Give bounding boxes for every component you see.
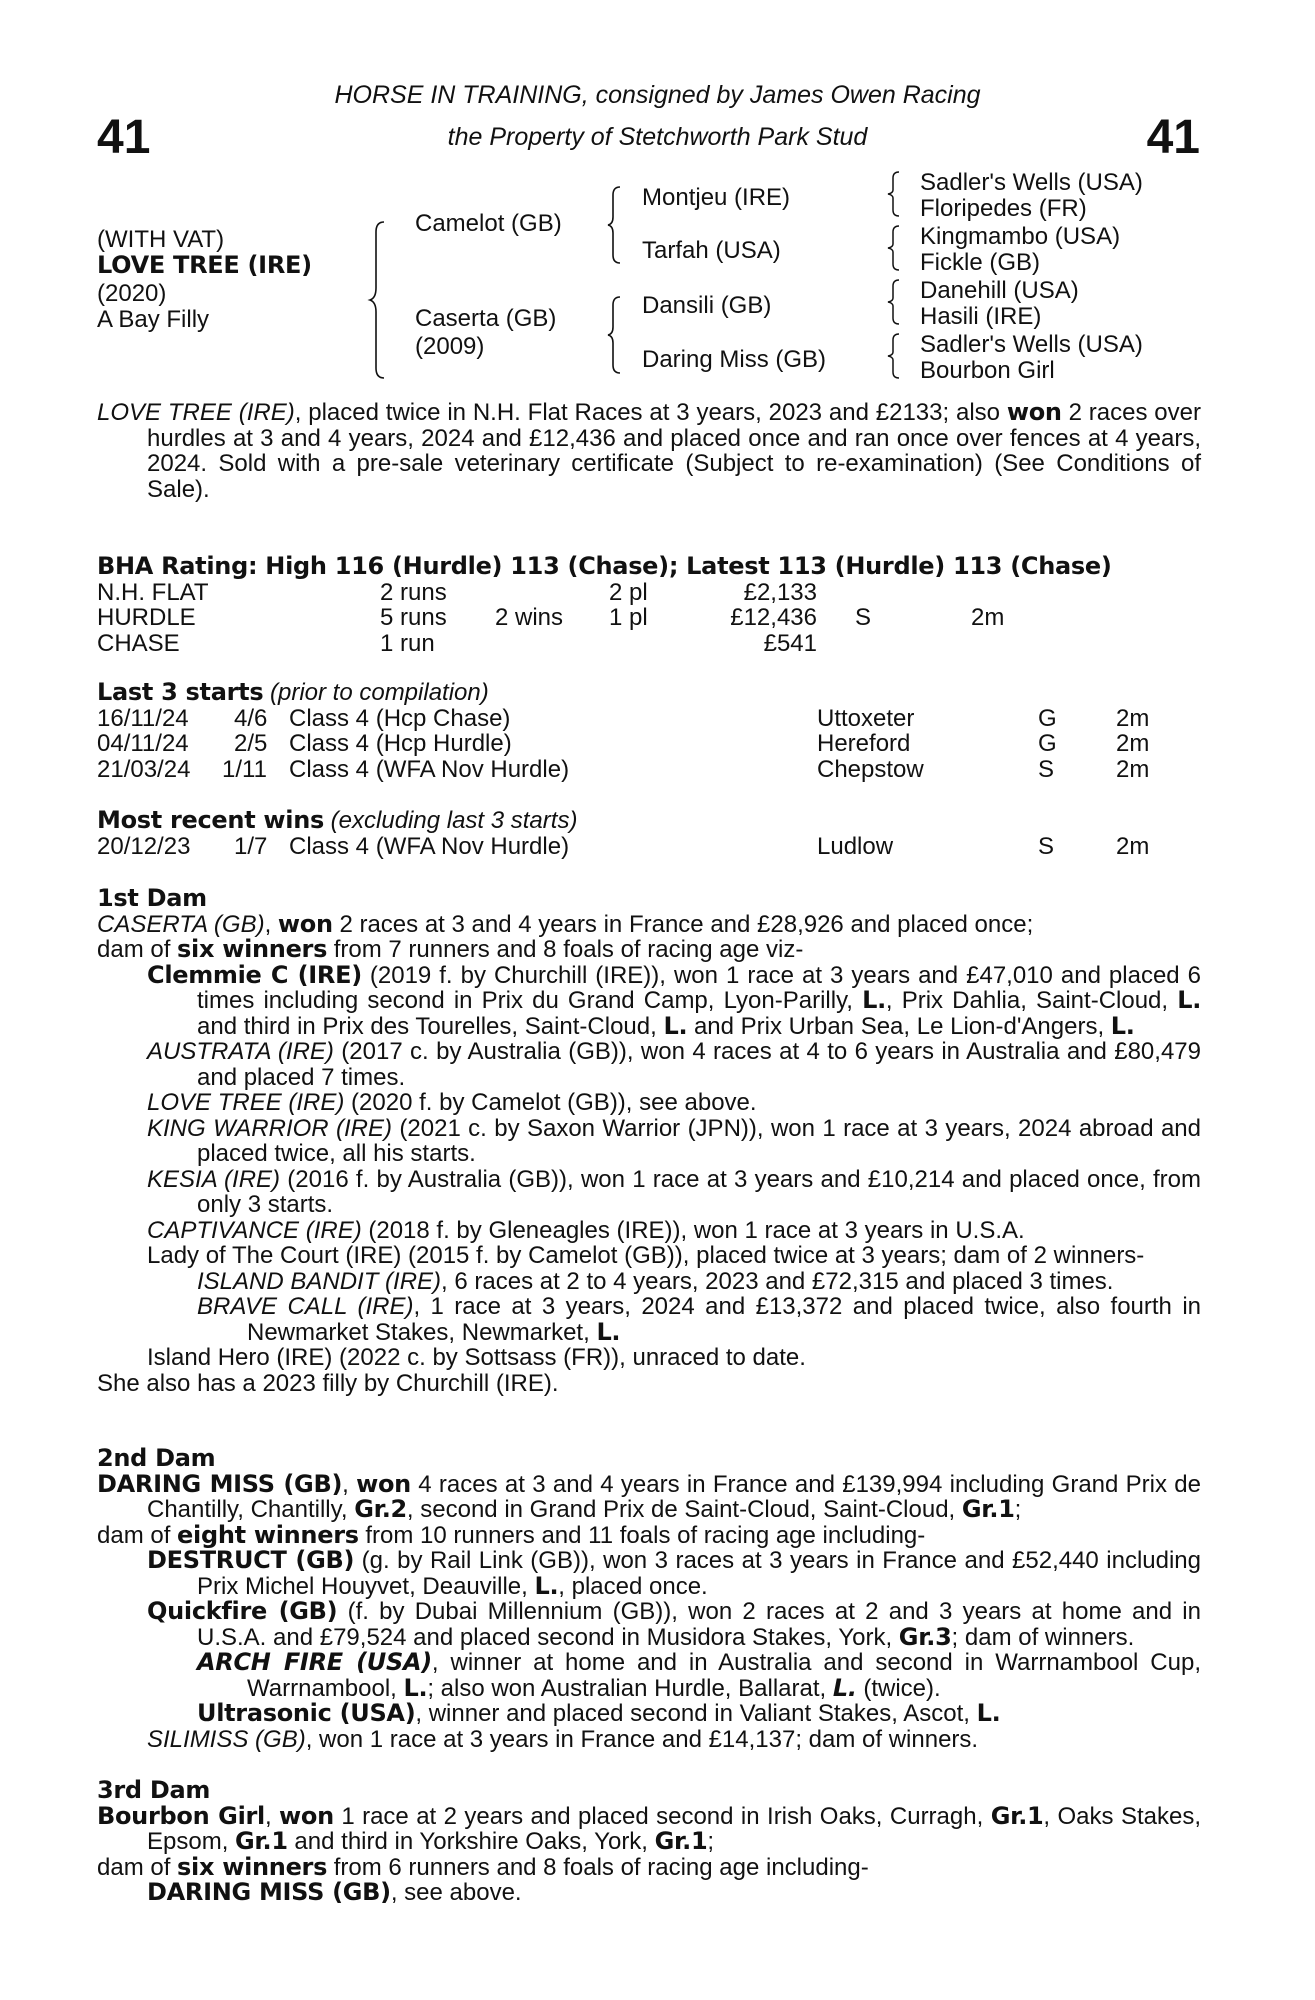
horse-year: (2020): [97, 280, 167, 307]
grand-produce-entry: BRAVE CALL (IRE), 1 race at 3 years, 2024 and £13,372 and placed twice, also fourth in Newmarket Stakes, Newmarket, L.: [197, 1293, 1201, 1346]
produce-entry: KESIA (IRE) (2016 f. by Australia (GB)), won 1 race at 3 years and £10,214 and placed once, from only 3 starts.: [147, 1165, 1201, 1218]
pedigree-gen3-3: Kingmambo (USA): [920, 223, 1121, 250]
bha-row-chase: CHASE 1 run £541: [97, 629, 817, 657]
last-starts-heading: Last 3 starts (prior to compilation): [97, 678, 489, 706]
produce-entry: SILIMISS (GB), won 1 race at 3 years in France and £14,137; dam of winners.: [147, 1725, 979, 1753]
third-dam-heading: 3rd Dam: [97, 1776, 211, 1804]
horse-name: LOVE TREE (IRE): [97, 251, 312, 279]
grand-produce-entry: Ultrasonic (USA), winner and placed second in Valiant Stakes, Ascot, L.: [197, 1699, 1001, 1727]
produce-entry: CAPTIVANCE (IRE) (2018 f. by Gleneagles (IRE)), won 1 race at 3 years in U.S.A.: [147, 1216, 1025, 1244]
start-row: 04/11/24 2/5 Class 4 (Hcp Hurdle) Hereford G 2m: [97, 730, 1150, 757]
vat-note: (WITH VAT): [97, 226, 225, 253]
summary-paragraph: LOVE TREE (IRE), placed twice in N.H. Flat Races at 3 years, 2023 and £2133; also won 2 races over hurdles at 3 and 4 years, 2024 and £12,436 and placed once and ran once over fences at 4 years, 2024. Sold with a pre-sale veterinary certificate (Subject to re-examination) (See Conditions of Sale).: [97, 398, 1201, 503]
produce-entry: Lady of The Court (IRE) (2015 f. by Camelot (GB)), placed twice at 3 years; dam of 2 winners-: [147, 1242, 1145, 1269]
pedigree-brace-5: [888, 224, 904, 272]
start-row: 16/11/24 4/6 Class 4 (Hcp Chase) Uttoxeter G 2m: [97, 704, 1150, 732]
pedigree-gen3-4: Fickle (GB): [920, 249, 1040, 276]
second-dam-heading: 2nd Dam: [97, 1444, 216, 1472]
pedigree-brace-6: [888, 278, 904, 326]
pedigree-gen2-4: Daring Miss (GB): [642, 346, 827, 373]
produce-entry: DARING MISS (GB), see above.: [147, 1878, 522, 1906]
horse-description: A Bay Filly: [97, 306, 210, 333]
pedigree-gen2-1: Montjeu (IRE): [642, 184, 791, 211]
lot-number-left: 41: [97, 111, 151, 164]
first-dam-heading: 1st Dam: [97, 884, 207, 912]
pedigree-dam: Caserta (GB): [415, 305, 557, 332]
pedigree-dam-year: (2009): [415, 333, 485, 360]
header-line-1: HORSE IN TRAINING, consigned by James Owen Racing: [334, 81, 981, 109]
recent-wins-section: [97, 808, 1201, 859]
produce-entry: KING WARRIOR (IRE) (2021 c. by Saxon Warrior (JPN)), won 1 race at 3 years, 2024 abroad and placed twice, all his starts.: [147, 1114, 1202, 1167]
pedigree-brace-3: [608, 295, 626, 375]
pedigree-brace-1: [370, 220, 390, 380]
bha-section: [97, 554, 1201, 656]
grand-produce-entry: ARCH FIRE (USA), winner at home and in Australia and second in Warrnambool Cup, Warrnambool, L.; also won Australian Hurdle, Ballarat, L. (twice).: [197, 1648, 1201, 1702]
recent-win-row: 20/12/23 1/7 Class 4 (WFA Nov Hurdle) Ludlow S 2m: [97, 832, 1150, 860]
bha-rating-title: BHA Rating: High 116 (Hurdle) 113 (Chase); Latest 113 (Hurdle) 113 (Chase): [97, 552, 1112, 580]
pedigree-brace-4: [888, 170, 904, 218]
last-starts-section: [97, 680, 1201, 782]
pedigree-gen2-3: Dansili (GB): [642, 292, 772, 319]
third-dam-section: 3rd Dam Bourbon Girl, won 1 race at 2 years and placed second in Irish Oaks, Curragh, Gr.1, Oaks Stakes, Epsom, Gr.1 and third in Yorkshire Oaks, York, Gr.1; dam of six winners from 6 runners and 8 foals of racing age including- DARING MISS (GB), see above.: [97, 1776, 1201, 1906]
pedigree-sire: Camelot (GB): [415, 210, 562, 237]
pedigree-gen3-8: Bourbon Girl: [920, 357, 1055, 384]
summary-horse-name: LOVE TREE (IRE): [97, 399, 295, 426]
bha-row-nhflat: N.H. FLAT 2 runs 2 pl £2,133: [97, 578, 817, 606]
grand-produce-entry: ISLAND BANDIT (IRE), 6 races at 2 to 4 years, 2023 and £72,315 and placed 3 times.: [197, 1267, 1114, 1295]
produce-entry: AUSTRATA (IRE) (2017 c. by Australia (GB)), won 4 races at 4 to 6 years in Australia and £80,479 and placed 7 times.: [147, 1038, 1201, 1091]
pedigree-brace-7: [888, 332, 904, 380]
summary-section: [97, 400, 1201, 502]
produce-entry: Quickfire (GB) (f. by Dubai Millennium (GB)), won 2 races at 2 and 3 years at home and in U.S.A. and £79,524 and placed second in Musidora Stakes, York, Gr.3; dam of winners.: [147, 1597, 1201, 1651]
recent-wins-heading: Most recent wins (excluding last 3 starts): [97, 806, 578, 834]
pedigree-gen3-5: Danehill (USA): [920, 277, 1079, 304]
pedigree-gen3-7: Sadler's Wells (USA): [920, 331, 1143, 358]
header-line-2: the Property of Stetchworth Park Stud: [447, 123, 868, 151]
produce-entry: Clemmie C (IRE) (2019 f. by Churchill (IRE)), won 1 race at 3 years and £47,010 and placed 6 times including second in Prix du Grand Camp, Lyon-Parilly, L., Prix Dahlia, Saint-Cloud, L. and third in Prix des Tourelles, Saint-Cloud, L. and Prix Urban Sea, Le Lion-d'Angers, L.: [147, 960, 1202, 1040]
pedigree-gen2-2: Tarfah (USA): [642, 237, 781, 264]
bha-row-hurdle: HURDLE 5 runs 2 wins 1 pl £12,436 S 2m: [97, 604, 1005, 631]
pedigree-gen3-2: Floripedes (FR): [920, 195, 1087, 222]
pedigree-gen3-6: Hasili (IRE): [920, 303, 1042, 330]
lot-number-right: 41: [1146, 111, 1200, 164]
produce-entry: DESTRUCT (GB) (g. by Rail Link (GB)), won 3 races at 3 years in France and £52,440 including Prix Michel Houyvet, Deauville, L., placed once.: [147, 1546, 1201, 1600]
pedigree-brace-2: [608, 185, 626, 265]
produce-entry: LOVE TREE (IRE) (2020 f. by Camelot (GB)), see above.: [147, 1089, 757, 1116]
start-row: 21/03/24 1/11 Class 4 (WFA Nov Hurdle) Chepstow S 2m: [97, 755, 1150, 783]
first-dam-section: 1st Dam CASERTA (GB), won 2 races at 3 and 4 years in France and £28,926 and placed once; dam of six winners from 7 runners and 8 foals of racing age viz- Clemmie C (IRE) (2019 f. by Churchill (IRE)), won 1 race at 3 years and £47,010 and placed 6 times including second in Prix du Grand Camp, Lyon-Parilly, L., Prix Dahlia, Saint-Cloud, L. and third in Prix des Tourelles, Saint-Cloud, L. and Prix Urban Sea, Le Lion-d'Angers, L. AUSTRATA (IRE) (2017 c. by Australia (GB)), won 4 races at 4 to 6 years in Australia and £80,479 and placed 7 times. LOVE TREE (IRE) (2020 f. by Camelot (GB)), see above. KING WARRIOR (IRE) (2021 c. by Saxon Warrior (JPN)), won 1 race at 3 years, 2024 abroad and placed twice, all his starts. KESIA (IRE) (2016 f. by Australia (GB)), won 1 race at 3 years and £10,214 and placed once, from only 3 starts. CAPTIVANCE (IRE) (2018 f. by Gleneagles (IRE)), won 1 race at 3 years in U.S.A. Lady of The Court (IRE) (2015 f. by Camelot (GB)), placed twice at 3 years; dam of 2 winners- ISLAND BANDIT (IRE), 6 races at 2 to 4 years, 2023 and £72,315 and placed 3 times. BRAVE CALL (IRE), 1 race at 3 years, 2024 and £13,372 and placed twice, also fourth in Newmarket Stakes, Newmarket, L. Island Hero (IRE) (2022 c. by Sottsass (FR)), unraced to date. She also has a 2023 filly by Churchill (IRE).: [97, 884, 1202, 1397]
second-dam-section: 2nd Dam DARING MISS (GB), won 4 races at 3 and 4 years in France and £139,994 including Grand Prix de Chantilly, Chantilly, Gr.2, second in Grand Prix de Saint-Cloud, Saint-Cloud, Gr.1; dam of eight winners from 10 runners and 11 foals of racing age including- DESTRUCT (GB) (g. by Rail Link (GB)), won 3 races at 3 years in France and £52,440 including Prix Michel Houyvet, Deauville, L., placed once. Quickfire (GB) (f. by Dubai Millennium (GB)), won 2 races at 2 and 3 years at home and in U.S.A. and £79,524 and placed second in Musidora Stakes, York, Gr.3; dam of winners. ARCH FIRE (USA), winner at home and in Australia and second in Warrnambool Cup, Warrnambool, L.; also won Australian Hurdle, Ballarat, L. (twice). Ultrasonic (USA), winner and placed second in Valiant Stakes, Ascot, L. SILIMISS (GB), won 1 race at 3 years in France and £14,137; dam of winners.: [97, 1444, 1202, 1753]
produce-entry: Island Hero (IRE) (2022 c. by Sottsass (FR)), unraced to date.: [147, 1344, 806, 1371]
pedigree-gen3-1: Sadler's Wells (USA): [920, 169, 1143, 196]
